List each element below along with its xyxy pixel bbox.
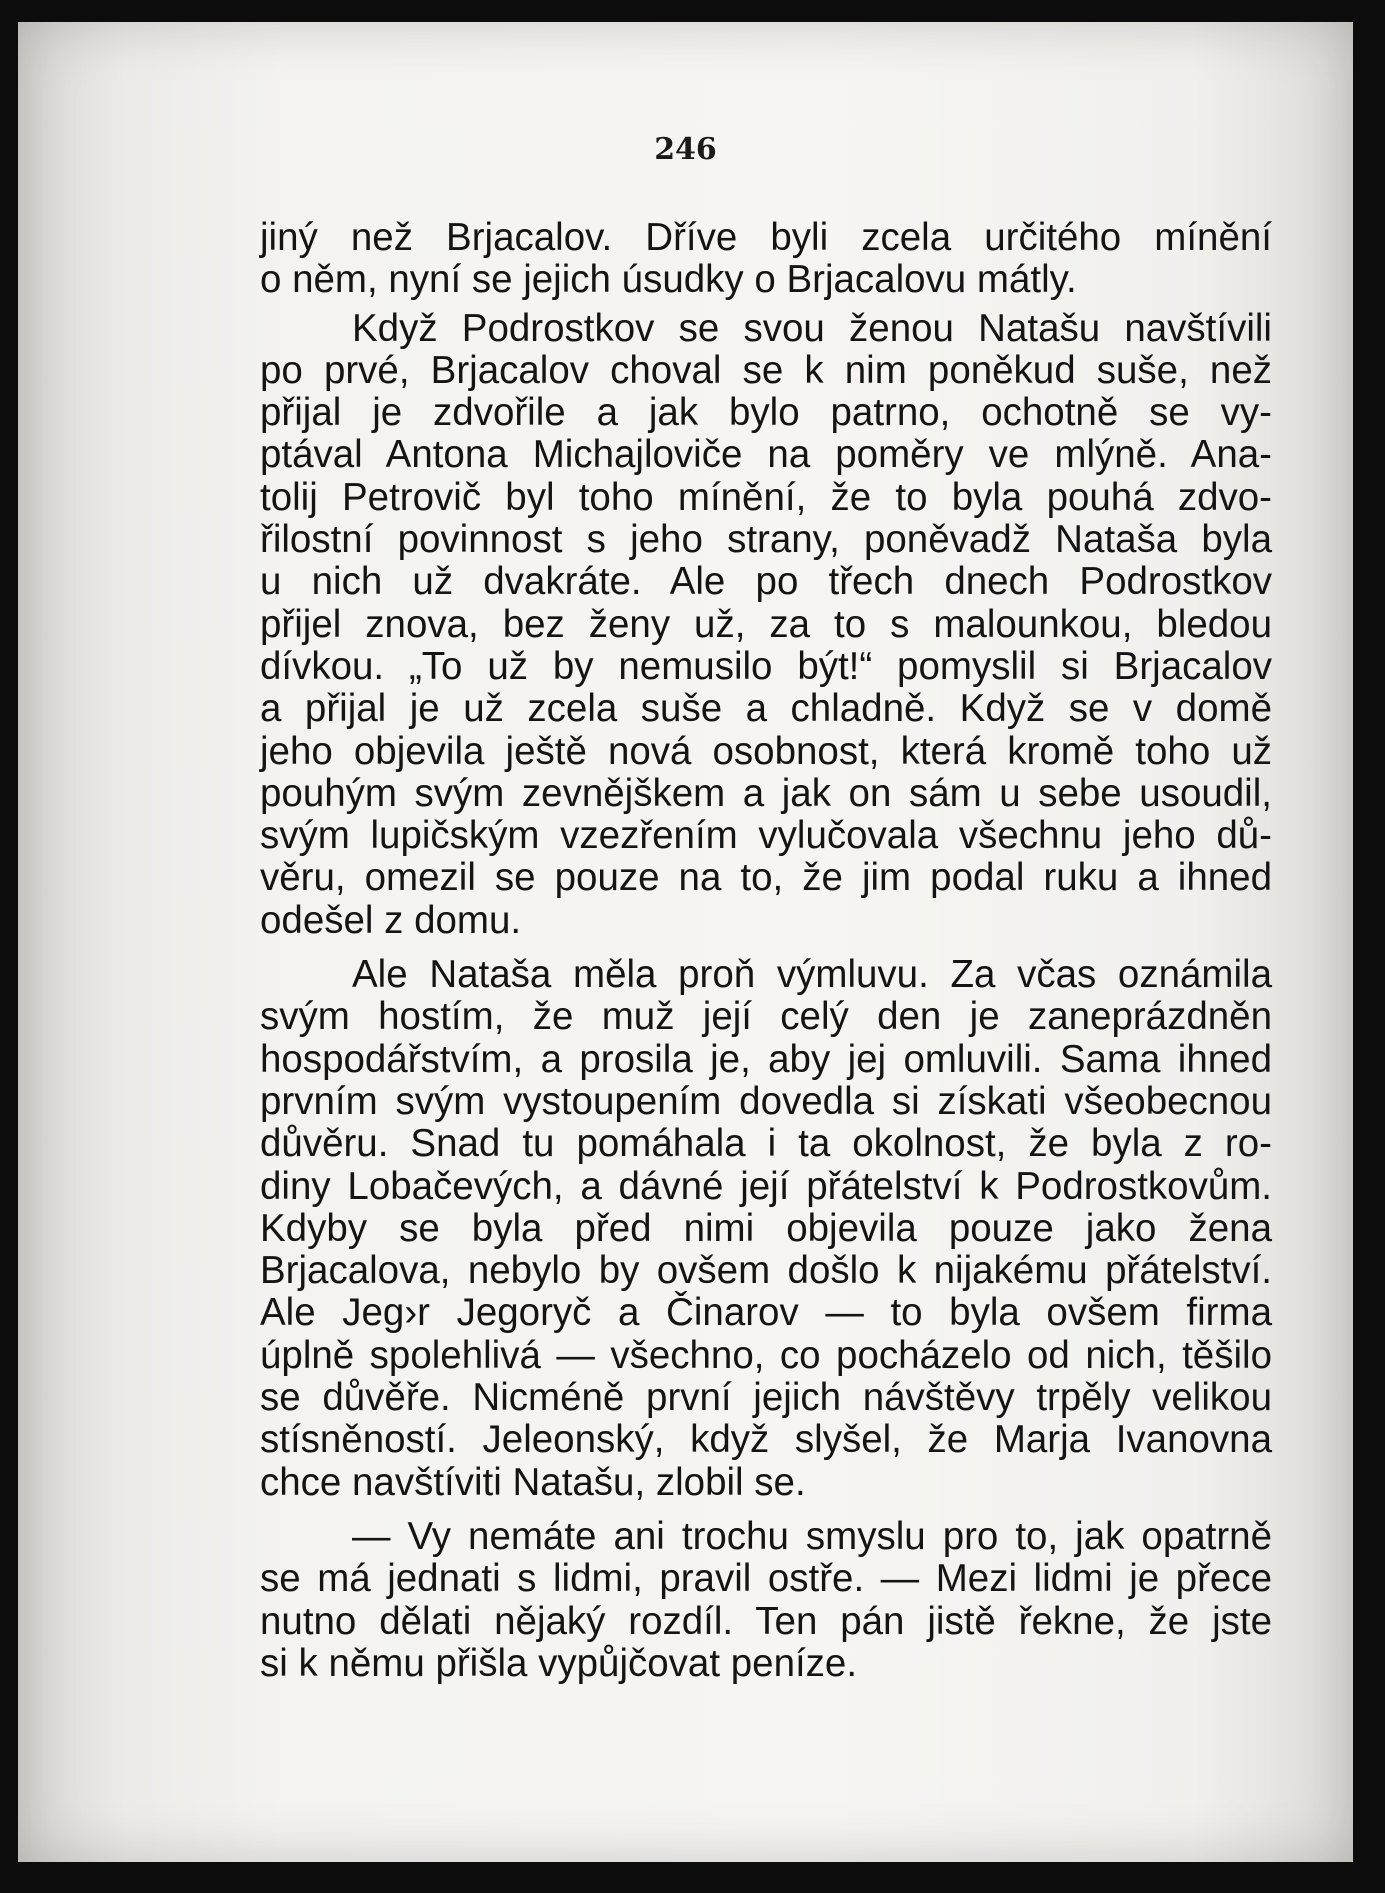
text-line: se má jednati s lidmi, pravil ostře. — Mezi lidmi je přece (260, 1557, 1272, 1601)
text-line: u nich už dvakráte. Ale po třech dnech Podrostkov (260, 560, 1272, 604)
text-line: ptával Antona Michajloviče na poměry ve mlýně. Ana- (260, 433, 1272, 477)
paragraph-3 (260, 954, 1272, 1504)
book-page (18, 22, 1353, 1862)
text-line: po prvé, Brjacalov choval se k nim poněkud suše, než (260, 348, 1272, 392)
text-line: se důvěře. Nicméně první jejich návštěvy trpěly velikou (260, 1376, 1272, 1420)
text-line: odešel z domu. (260, 898, 522, 942)
body-text (260, 217, 1272, 1685)
text-line: Kdyby se byla před nimi objevila pouze jako žena (260, 1206, 1272, 1250)
text-line: věru, omezil se pouze na to, že jim podal ruku a ihned (260, 856, 1272, 900)
text-line: Ale Jeg›r Jegoryč a Činarov — to byla ovšem firma (260, 1291, 1272, 1335)
text-line: prvním svým vystoupením dovedla si získati všeobecnou (260, 1079, 1272, 1123)
text-line: o něm, nyní se jejich úsudky o Brjacalovu mátly. (260, 258, 1077, 302)
text-line: stísněností. Jeleonský, když slyšel, že Marja Ivanovna (260, 1418, 1272, 1462)
text-line: tolij Petrovič byl toho mínění, že to byla pouhá zdvo- (260, 475, 1272, 519)
text-line: hospodářstvím, a prosila je, aby jej omluvili. Sama ihned (260, 1037, 1272, 1081)
text-line: řilostní povinnost s jeho strany, poněvadž Nataša byla (260, 518, 1272, 562)
text-line: — Vy nemáte ani trochu smyslu pro to, jak opatrně (352, 1514, 1272, 1558)
text-line: důvěru. Snad tu pomáhala i ta okolnost, že byla z ro- (260, 1122, 1272, 1166)
paragraph-2 (260, 308, 1272, 942)
text-line: Brjacalova, nebylo by ovšem došlo k nijakému přátelství. (260, 1249, 1272, 1293)
text-line: Ale Nataša měla proň výmluvu. Za včas oznámila (352, 953, 1272, 997)
text-line: úplně spolehlivá — všechno, co pocházelo od nich, těšilo (260, 1333, 1272, 1377)
page-number: 246 (654, 132, 717, 167)
text-line: diny Lobačevých, a dávné její přátelství k Podrostkovům. (260, 1164, 1272, 1208)
text-line: přijel znova, bez ženy už, za to s malounkou, bledou (260, 602, 1272, 646)
text-line: a přijal je už zcela suše a chladně. Když se v domě (260, 687, 1272, 731)
text-line: Když Podrostkov se svou ženou Natašu navštívili (352, 306, 1272, 350)
text-line: přijal je zdvořile a jak bylo patrno, ochotně se vy- (260, 391, 1272, 435)
paragraph-1 (260, 217, 1272, 302)
text-line: pouhým svým zevnějškem a jak on sám u sebe usoudil, (260, 771, 1272, 815)
text-line: dívkou. „To už by nemusilo být!“ pomyslil si Brjacalov (260, 644, 1272, 688)
text-line: si k němu přišla vypůjčovat peníze. (260, 1641, 858, 1685)
text-line: chce navštíviti Natašu, zlobil se. (260, 1460, 806, 1504)
text-line: svým hostím, že muž její celý den je zaneprázdněn (260, 995, 1272, 1039)
text-line: svým lupičským vzezřením vylučovala všechnu jeho dů- (260, 814, 1272, 858)
text-line: jiný než Brjacalov. Dříve byli zcela určitého mínění (260, 216, 1272, 259)
paragraph-4 (260, 1516, 1272, 1685)
text-line: jeho objevila ještě nová osobnost, která kromě toho už (260, 729, 1272, 773)
text-line: nutno dělati nějaký rozdíl. Ten pán jistě řekne, že jste (260, 1599, 1272, 1643)
